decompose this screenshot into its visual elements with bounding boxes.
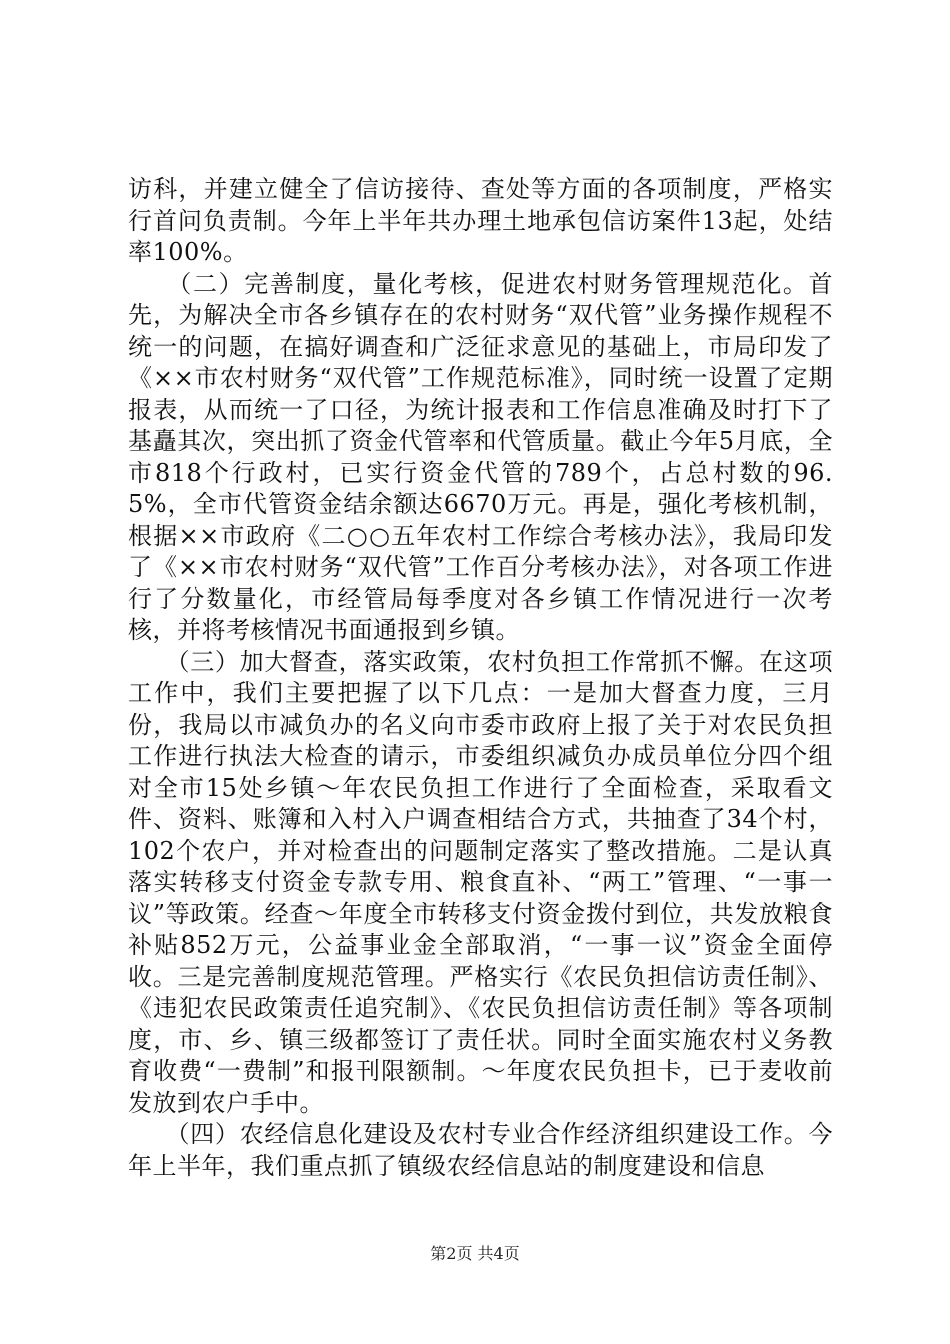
document-body [128, 174, 833, 1182]
page-number-footer: 第2页 共4页 [430, 1244, 520, 1263]
paragraph-section-four: （四）农经信息化建设及农村专业合作经济组织建设工作。今年上半年，我们重点抓了镇级农经信息站的制度建设和信息 [128, 1120, 833, 1180]
paragraph-section-three: （三）加大督查，落实政策，农村负担工作常抓不懈。在这项工作中，我们主要把握了以下几点：一是加大督查力度，三月份，我局以市减负办的名义向市委市政府上报了关于对农民负担工作进行执法大检查的请示，市委组织减负办成员单位分四个组对全市15处乡镇～年农民负担工作进行了全面检查，采取看文件、资料、账簿和入村入户调查相结合方式，共抽查了34个村，102个农户，并对检查出的问题制定落实了整改措施。二是认真落实转移支付资金专款专用、粮食直补、“两工”管理、“一事一议”等政策。经查～年度全市转移支付资金拨付到位，共发放粮食补贴852万元，公益事业金全部取消，“一事一议”资金全面停收。三是完善制度规范管理。严格实行《农民负担信访责任制》、《违犯农民政策责任追究制》、《农民负担信访责任制》等各项制度，市、乡、镇三级都签订了责任状。同时全面实施农村义务教育收费“一费制”和报刊限额制。～年度农民负担卡，已于麦收前发放到农户手中。 [128, 647, 833, 1117]
paragraph-continuation: 访科，并建立健全了信访接待、查处等方面的各项制度，严格实行首问负责制。今年上半年共办理土地承包信访案件13起，处结率100%。 [128, 175, 833, 266]
paragraph-section-two: （二）完善制度，量化考核，促进农村财务管理规范化。首先，为解决全市各乡镇存在的农村财务“双代管”业务操作规程不统一的问题，在搞好调查和广泛征求意见的基础上，市局印发了《××市农村财务“双代管”工作规范标准》，同时统一设置了定期报表，从而统一了口径，为统计报表和工作信息准确及时打下了基矗其次，突出抓了资金代管率和代管质量。截止今年5月底，全市818个行政村，已实行资金代管的789个，占总村数的96.5%，全市代管资金结余额达6670万元。再是，强化考核机制，根据××市政府《二○○五年农村工作综合考核办法》，我局印发了《××市农村财务“双代管”工作百分考核办法》，对各项工作进行了分数量化，市经管局每季度对各乡镇工作情况进行一次考核，并将考核情况书面通报到乡镇。 [128, 269, 833, 644]
